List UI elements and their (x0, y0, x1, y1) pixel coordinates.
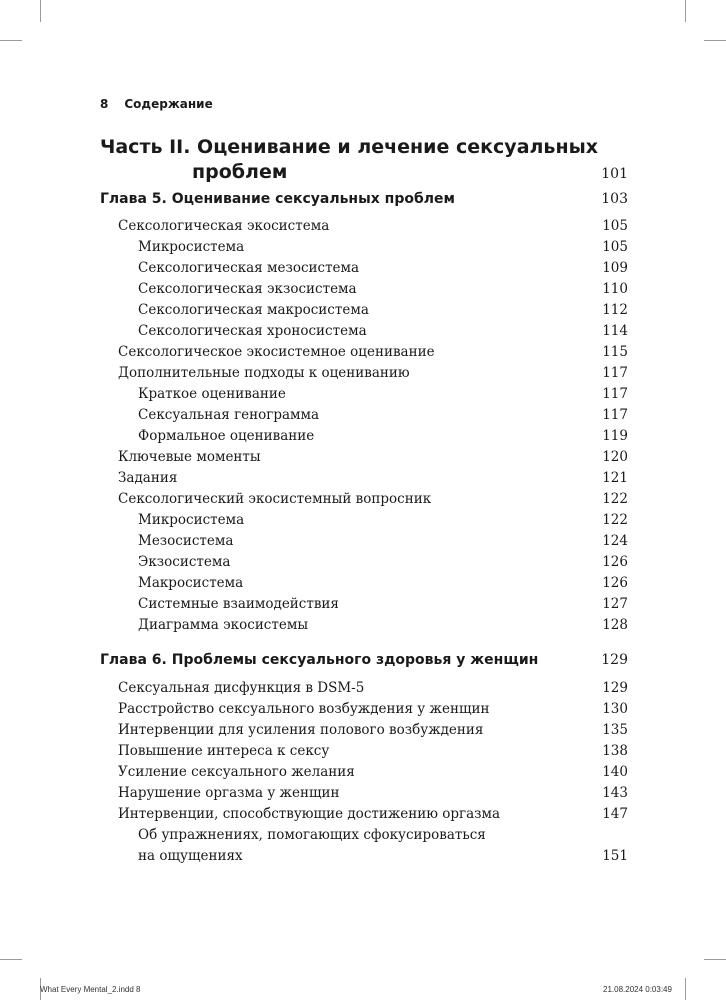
page-number: 8 (100, 97, 109, 111)
toc-entry-page: 112 (602, 302, 628, 318)
chapter-6-heading (100, 652, 628, 668)
toc-entry-page: 105 (602, 218, 628, 234)
toc-entry-title: Макросистема (138, 575, 244, 591)
toc-entry-title: Интервенции, способствующие достижению оргазма (118, 806, 501, 822)
chapter-title: Глава 5. Оценивание сексуальных проблем (100, 191, 455, 207)
toc-entry-page: 117 (602, 386, 628, 402)
toc-entry (100, 573, 628, 594)
toc-entry-title: Сексуальная генограмма (138, 407, 320, 423)
toc-entry (100, 762, 628, 783)
toc-entry (100, 363, 628, 384)
chapter-5-entries (100, 216, 628, 636)
toc-entry (100, 426, 628, 447)
toc-entry-title: Сексологическая мезосистема (138, 260, 360, 276)
toc-entry-page: 127 (602, 596, 628, 612)
crop-mark (704, 40, 726, 41)
crop-mark (40, 0, 41, 22)
toc-entry-page: 128 (602, 617, 628, 633)
running-head (100, 97, 213, 111)
toc-entry (100, 216, 628, 237)
toc-entry (100, 615, 628, 636)
toc-entry-page: 110 (602, 281, 628, 297)
toc-entry-page: 124 (602, 533, 628, 549)
toc-entry-title: Сексологическая экосистема (118, 218, 330, 234)
toc-entry-title: Формальное оценивание (138, 428, 315, 444)
toc-entry (100, 384, 628, 405)
chapter-page: 129 (601, 652, 628, 668)
toc-entry-title (100, 825, 486, 867)
toc-entry-title: Повышение интереса к сексу (118, 743, 330, 759)
toc-entry-page: 140 (602, 764, 628, 780)
toc-entry-page: 115 (602, 344, 628, 360)
toc-entry-page: 114 (602, 323, 628, 339)
toc-entry-page: 129 (602, 680, 628, 696)
toc-entry-title: Экзосистема (138, 554, 231, 570)
toc-entry-title: Дополнительные подходы к оцениванию (118, 365, 410, 381)
toc-entry (100, 552, 628, 573)
toc-entry-page: 117 (602, 365, 628, 381)
toc-entry-title: Краткое оценивание (138, 386, 286, 402)
toc-entry-title: Расстройство сексуального возбуждения у женщин (118, 701, 490, 717)
toc-entry-title: Сексологическая хроносистема (138, 323, 367, 339)
print-slug-timestamp: 21.08.2024 0:03:49 (603, 985, 672, 994)
toc-entry-title: Диаграмма экосистемы (138, 617, 309, 633)
toc-entry (100, 258, 628, 279)
toc-entry-page: 130 (602, 701, 628, 717)
toc-entry (100, 741, 628, 762)
toc-entry (100, 237, 628, 258)
toc-entry-title: Сексологическая макросистема (138, 302, 369, 318)
toc-entry-page: 126 (602, 554, 628, 570)
toc-entry-title: Микросистема (138, 239, 245, 255)
toc-entry-title: Микросистема (138, 512, 245, 528)
toc-entry-page: 117 (602, 407, 628, 423)
toc-entry-page: 151 (602, 848, 628, 864)
chapter-page: 103 (601, 191, 628, 207)
toc-entry-page: 126 (602, 575, 628, 591)
toc-entry-page: 120 (602, 449, 628, 465)
chapter-6-entries (100, 678, 628, 867)
toc-entry (100, 531, 628, 552)
crop-mark (685, 0, 686, 22)
part-page: 101 (601, 166, 628, 182)
toc-entry (100, 594, 628, 615)
toc-entry (100, 405, 628, 426)
part-title-line1: Часть II. Оценивание и лечение сексуальных (100, 136, 599, 158)
toc-entry-page: 121 (602, 470, 628, 486)
toc-entry-title: Сексологическое экосистемное оценивание (118, 344, 435, 360)
toc-entry-title: Сексуальная дисфункция в DSM-5 (118, 680, 365, 696)
toc-entry-title-line1: Об упражнениях, помогающих сфокусироваться (138, 827, 486, 843)
toc-entry-title: Нарушение оргазма у женщин (118, 785, 340, 801)
part-heading (100, 135, 628, 187)
toc-entry-page: 109 (602, 260, 628, 276)
toc-entry-page: 122 (602, 512, 628, 528)
crop-mark (704, 959, 726, 960)
toc-entry-page: 147 (602, 806, 628, 822)
toc-entry (100, 279, 628, 300)
crop-mark (0, 40, 22, 41)
toc-entry-title: Сексологическая экзосистема (138, 281, 357, 297)
toc-entry-title: Усиление сексуального желания (118, 764, 355, 780)
toc-entry-page: 119 (602, 428, 628, 444)
toc-entry (100, 825, 628, 867)
toc-entry-title: Ключевые моменты (118, 449, 261, 465)
toc-entry (100, 489, 628, 510)
toc-entry-title: Системные взаимодействия (138, 596, 339, 612)
toc-entry-page: 105 (602, 239, 628, 255)
chapter-5-heading (100, 191, 628, 207)
section-title: Содержание (124, 97, 213, 111)
toc-entry (100, 720, 628, 741)
toc-entry (100, 783, 628, 804)
toc-entry-title: Задания (118, 470, 178, 486)
toc-entry (100, 447, 628, 468)
toc-entry (100, 510, 628, 531)
toc-entry-page: 122 (602, 491, 628, 507)
toc-entry (100, 699, 628, 720)
chapter-title: Глава 6. Проблемы сексуального здоровья у женщин (100, 652, 539, 668)
toc-entry-title: Интервенции для усиления полового возбуждения (118, 722, 484, 738)
print-slug-file: What Every Mental_2.indd 8 (40, 985, 141, 994)
part-title-line2: проблем (192, 161, 288, 183)
crop-mark (685, 978, 686, 1000)
toc-entry (100, 321, 628, 342)
toc-entry (100, 678, 628, 699)
toc-entry (100, 342, 628, 363)
toc-entry-page: 135 (602, 722, 628, 738)
toc-entry-page: 143 (602, 785, 628, 801)
toc-entry-title: Сексологический экосистемный вопросник (118, 491, 432, 507)
toc-entry-title: Мезосистема (138, 533, 234, 549)
toc-entry-title-line2: на ощущениях (138, 848, 243, 864)
toc-entry (100, 300, 628, 321)
toc-entry (100, 468, 628, 489)
toc-entry (100, 804, 628, 825)
crop-mark (0, 959, 22, 960)
toc-entry-page: 138 (602, 743, 628, 759)
